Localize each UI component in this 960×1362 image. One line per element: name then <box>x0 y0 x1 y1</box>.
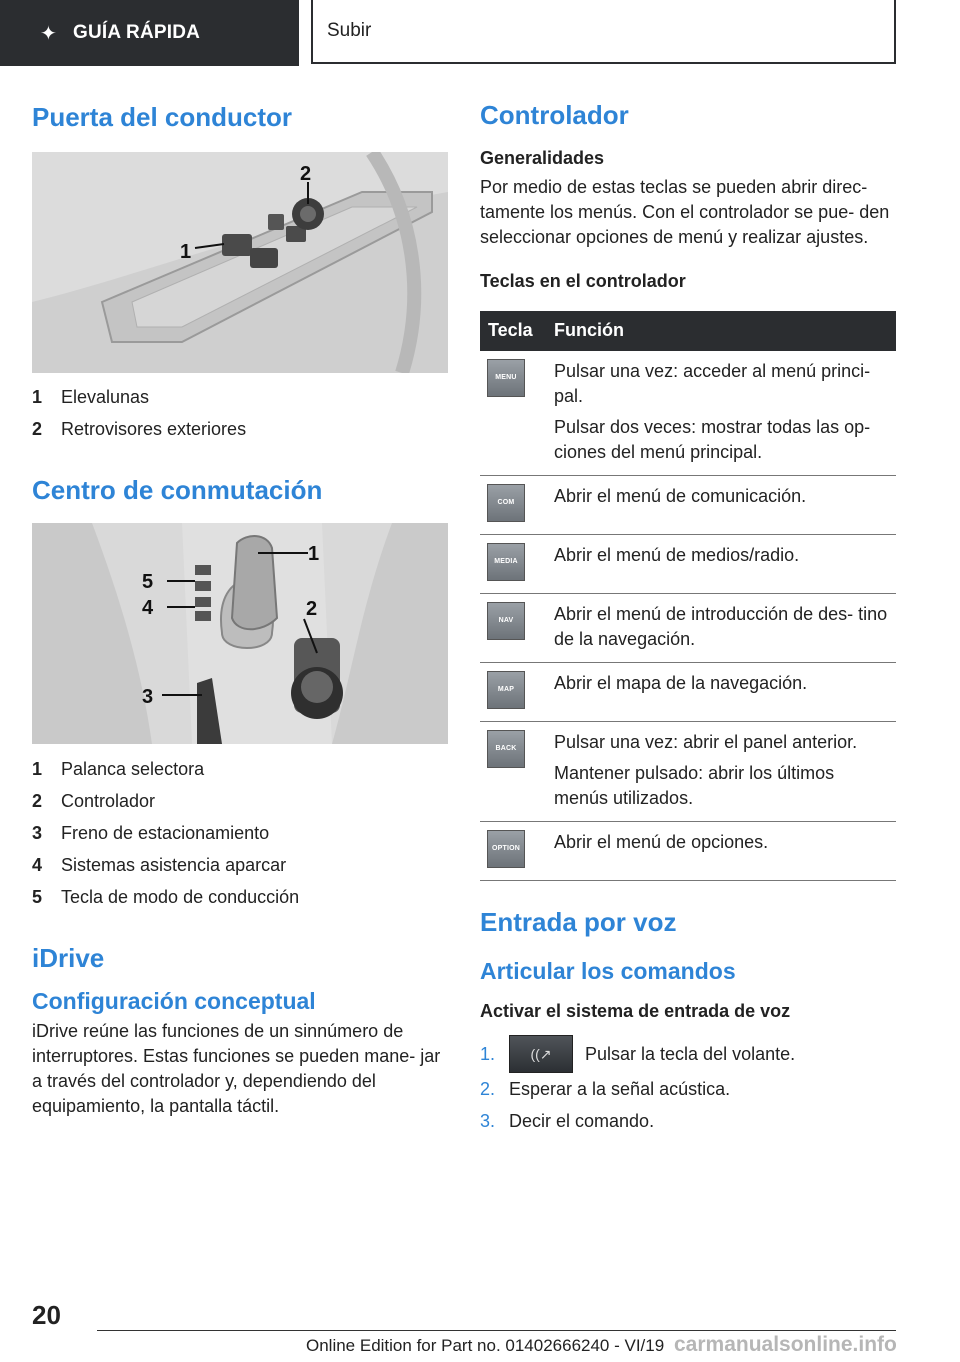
voice-title: Entrada por voz <box>480 906 677 937</box>
general-body: Por medio de estas teclas se pueden abrir direc- tamente los menús. Con el controlador se pue- den seleccionar opciones de menú y realizar ajustes. <box>480 176 890 247</box>
list-item: 1 Palanca selectora <box>32 759 205 780</box>
console-photo-label-5: 5 <box>142 571 154 594</box>
center-legend <box>32 753 448 913</box>
table-row: NAV Abrir el menú de introducción de des- tino de la navegación. <box>480 593 896 662</box>
col-header-key: Tecla <box>480 311 554 351</box>
door-title: Puerta del conductor <box>32 102 293 132</box>
nav-key-icon: NAV <box>487 602 525 640</box>
list-item: 2. Esperar a la señal acústica. <box>480 1079 731 1100</box>
com-key-icon: COM <box>487 484 525 522</box>
console-photo-label-2: 2 <box>306 598 318 621</box>
console-photo-label-3: 3 <box>142 686 154 709</box>
controller-title: Controlador <box>480 100 629 130</box>
voice-command-button-icon: ((↗ <box>509 1035 573 1073</box>
activate-heading: Activar el sistema de entrada de voz <box>480 1000 791 1021</box>
table-row: OPTION Abrir el menú de opciones. <box>480 821 896 880</box>
idrive-body: iDrive reúne las funciones de un sinnúmero de interruptores. Estas funciones se pueden mane- jar a través del controlador y, dependiendo del equipamiento, la pantalla táctil. <box>32 1021 441 1117</box>
console-photo-label-4: 4 <box>142 597 154 620</box>
col-header-function: Función <box>554 311 896 351</box>
table-row: MAP Abrir el mapa de la navegación. <box>480 662 896 721</box>
voice-steps <box>480 1035 896 1137</box>
right-column <box>480 96 896 1137</box>
console-photo-label-1: 1 <box>308 543 320 566</box>
edition-text: Online Edition for Part no. 01402666240 - VI/19 <box>306 1336 665 1355</box>
center-console-photo <box>32 523 448 744</box>
list-item: 4 Sistemas asistencia aparcar <box>32 855 287 876</box>
table-row: BACK Pulsar una vez: abrir el panel anterior. Mantener pulsado: abrir los últimos menús utilizados. <box>480 721 896 821</box>
top-navigation <box>0 0 960 66</box>
media-key-icon: MEDIA <box>487 543 525 581</box>
driver-door-photo <box>32 152 448 373</box>
door-legend <box>32 381 448 445</box>
door-photo-label-1: 1 <box>180 241 192 264</box>
keys-heading: Teclas en el controlador <box>480 270 686 291</box>
up-link[interactable] <box>311 0 896 64</box>
voice-subtitle: Articular los comandos <box>480 958 736 985</box>
watermark: carmanualsonline.info <box>674 1333 897 1356</box>
list-item: 5 Tecla de modo de conducción <box>32 887 300 908</box>
general-heading: Generalidades <box>480 148 605 169</box>
list-item: 2 Controlador <box>32 791 156 812</box>
table-row: COM Abrir el menú de comunicación. <box>480 475 896 534</box>
list-item: 1 Elevalunas <box>32 387 150 408</box>
page-number: 20 <box>32 1300 61 1330</box>
idrive-subtitle: Configuración conceptual <box>32 987 316 1014</box>
idrive-title: iDrive <box>32 943 105 974</box>
bmw-star-icon: ✦ <box>40 22 57 45</box>
controller-keys-table <box>480 311 896 881</box>
map-key-icon: MAP <box>487 671 525 709</box>
center-title: Centro de conmutación <box>32 475 323 506</box>
door-photo-label-2: 2 <box>300 163 312 186</box>
menu-key-icon: MENU <box>487 359 525 397</box>
quick-guide-label: GUÍA RÁPIDA <box>72 22 201 43</box>
footer-divider <box>97 1330 896 1331</box>
left-column <box>32 96 448 1119</box>
list-item: 3. Decir el comando. <box>480 1111 655 1132</box>
list-item: 3 Freno de estacionamiento <box>32 823 270 844</box>
back-key-icon: BACK <box>487 730 525 768</box>
list-item: 1. ((↗ Pulsar la tecla del volante. <box>480 1035 896 1073</box>
list-item: 2 Retrovisores exteriores <box>32 419 247 440</box>
up-label: Subir <box>327 20 372 41</box>
option-key-icon: OPTION <box>487 830 525 868</box>
table-row: MEDIA Abrir el menú de medios/radio. <box>480 534 896 593</box>
quick-guide-tab[interactable] <box>0 0 299 66</box>
table-row: MENU Pulsar una vez: acceder al menú princi- pal. Pulsar dos veces: mostrar todas las op- ciones del menú principal. <box>480 351 896 476</box>
